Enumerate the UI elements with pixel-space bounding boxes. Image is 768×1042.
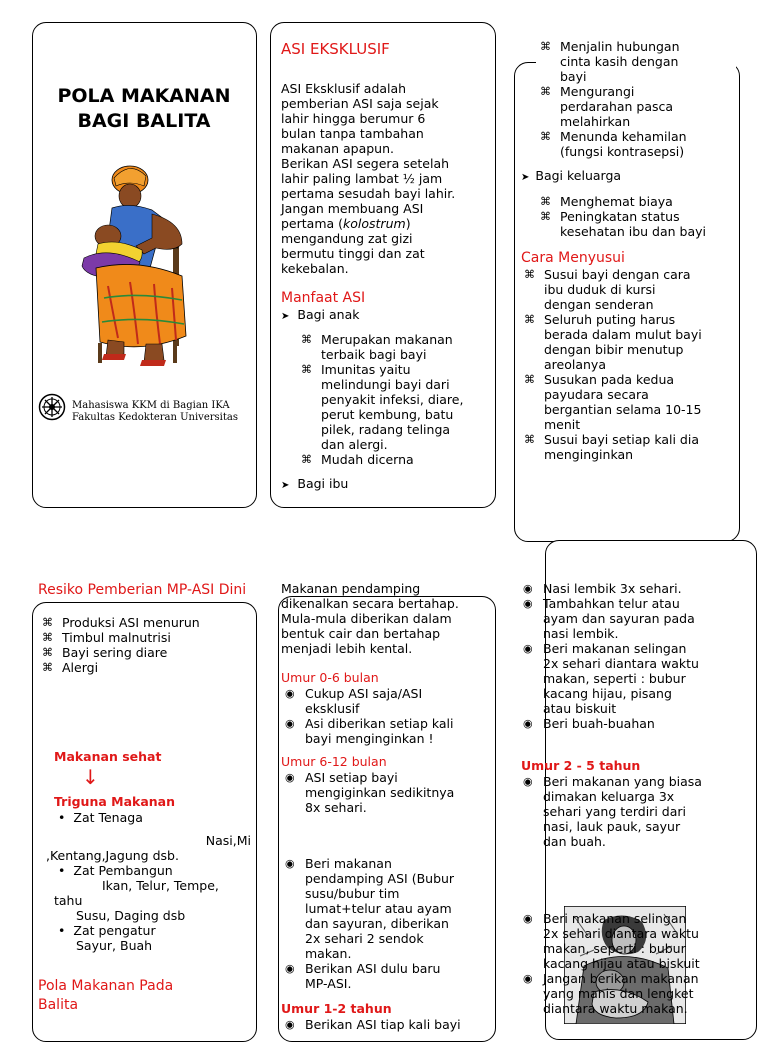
list-item: ◉ Berikan ASI dulu baru MP-ASI. [285, 961, 441, 991]
list-item: ⌘ Produksi ASI menurun [42, 615, 200, 630]
pola-makanan-heading: Pola Makanan Pada Balita [38, 978, 174, 1013]
triguna-heading: Triguna Makanan [54, 794, 175, 809]
list-item: ⌘ Susui bayi dengan cara ibu duduk di kursi dengan senderan [524, 267, 691, 312]
umur-1-2-list [281, 1017, 493, 1032]
list-item: ◉ Nasi lembik 3x sehari. [523, 581, 682, 596]
list-item: ◉ Tambahkan telur atau ayam dan sayuran pada nasi lembik. [523, 596, 695, 641]
list-item: ⌘ Peningkatan status kesehatan ibu dan bayi [540, 209, 706, 239]
list-item: ◉ ASI setiap bayi mengiginkan sedikitnya 8x sehari. [285, 770, 455, 815]
bagi-keluarga-label: ➤ Bagi keluarga [521, 168, 622, 183]
bagi-ibu-label: ➤ Bagi ibu [281, 476, 349, 491]
cover-title: POLA MAKANAN BAGI BALITA [57, 85, 231, 132]
list-item: ◉ Beri makanan pendamping ASI (Bubur susu/bubur tim lumat+telur atau ayam dan sayuran, diberikan 2x sehari 2 sendok makan. [285, 856, 455, 961]
bagi-anak-label: ➤ Bagi anak [281, 307, 360, 322]
list-item: ◉ Beri buah-buahan [523, 716, 655, 731]
resiko-heading: Resiko Pemberian MP-ASI Dini [38, 582, 247, 598]
mp-asi-intro: Makanan pendamping dikenalkan secara bertahap. Mula-mula diberikan dalam bentuk cair dan bertahap menjadi lebih kental. [281, 581, 459, 656]
umur-6-12-heading: Umur 6-12 bulan [281, 754, 387, 769]
umur-1-2-continued-list [519, 581, 734, 731]
umur-2-5-heading: Umur 2 - 5 tahun [521, 758, 641, 773]
list-item: ◉ Berikan ASI tiap kali bayi [285, 1017, 461, 1032]
list-item: ⌘ Menunda kehamilan (fungsi kontrasepsi) [540, 129, 687, 159]
umur-2-5-list [519, 774, 734, 849]
list-item: ⌘ Menjalin hubungan cinta kasih dengan bayi [540, 39, 680, 84]
down-arrow-icon: ↓ [82, 765, 99, 789]
manfaat-asi-heading: Manfaat ASI [281, 290, 366, 306]
bagi-ibu-list [536, 39, 736, 159]
list-item: ◉ Asi diberikan setiap kali bayi menginginkan ! [285, 716, 454, 746]
list-item: ⌘ Timbul malnutrisi [42, 630, 171, 645]
mother-breastfeeding-illustration [78, 158, 198, 370]
cara-menyusui-heading: Cara Menyusui [521, 250, 625, 266]
list-item: ⌘ Mudah dicerna [301, 452, 414, 467]
list-item: ⌘ Susukan pada kedua payudara secara bergantian selama 10-15 menit [524, 372, 702, 432]
university-logo-icon [38, 393, 66, 421]
asi-eksklusif-heading: ASI EKSKLUSIF [281, 40, 390, 58]
list-item: ⌘ Imunitas yaitu melindungi bayi dari penyakit infeksi, diare, perut kembung, batu pilek, radang telinga dan alergi. [301, 362, 464, 452]
bagi-keluarga-list [536, 194, 736, 239]
list-item: ⌘ Susui bayi setiap kali dia menginginkan [524, 432, 699, 462]
makanan-sehat-label: Makanan sehat [54, 749, 162, 764]
umur-0-6-heading: Umur 0-6 bulan [281, 670, 379, 685]
triguna-list: • Zat Tenaga Nasi,Mi ,Kentang,Jagung dsb. • Zat Pembangun Ikan, Telur, Tempe, tahu Susu, Daging dsb • Zat pengatur Sayur, Buah [46, 810, 251, 953]
list-item: ⌘ Bayi sering diare [42, 645, 168, 660]
cara-menyusui-list [520, 267, 736, 462]
umur-1-2-heading: Umur 1-2 tahun [281, 1001, 392, 1016]
umur-2-5-snack-list [519, 911, 734, 1016]
bagi-anak-list [297, 332, 493, 467]
list-item: ⌘ Menghemat biaya [540, 194, 673, 209]
list-item: ◉ Beri makanan selingan 2x sehari diantara waktu makan, seperti : bubur kacang hijau atau biskuit [523, 911, 700, 971]
asi-eksklusif-text: ASI Eksklusif adalah pemberian ASI saja sejak lahir hingga berumur 6 bulan tanpa tambahan makanan apapun. Berikan ASI segera setelah lahir paling lambat ½ jam pertama sesudah bayi lahir. Jangan membuang ASI pertama (kolostrum) mengandung zat gizi bermutu tinggi dan zat kekebalan. [281, 81, 456, 276]
umur-0-6-list [281, 686, 493, 746]
list-item: ⌘ Merupakan makanan terbaik bagi bayi [301, 332, 453, 362]
list-item: ◉ Cukup ASI saja/ASI eksklusif [285, 686, 423, 716]
umur-6-12-list-a [281, 770, 493, 815]
credit-text: Mahasiswa KKM di Bagian IKA Fakultas Kedokteran Universitas [72, 400, 238, 423]
list-item: ◉ Beri makanan selingan 2x sehari diantara waktu makan, seperti : bubur kacang hijau, pisang atau biskuit [523, 641, 699, 716]
list-item: ◉ Jangan berikan makanan yang manis dan lengket diantara waktu makan. [523, 971, 699, 1016]
resiko-list [38, 615, 253, 675]
list-item: ⌘ Seluruh puting harus berada dalam mulut bayi dengan bibir menutup areolanya [524, 312, 702, 372]
list-item: ⌘ Alergi [42, 660, 99, 675]
umur-6-12-list-b [281, 856, 493, 991]
list-item: ⌘ Mengurangi perdarahan pasca melahirkan [540, 84, 674, 129]
list-item: ◉ Beri makanan yang biasa dimakan keluarga 3x sehari yang terdiri dari nasi, lauk pauk, sayur dan buah. [523, 774, 702, 849]
